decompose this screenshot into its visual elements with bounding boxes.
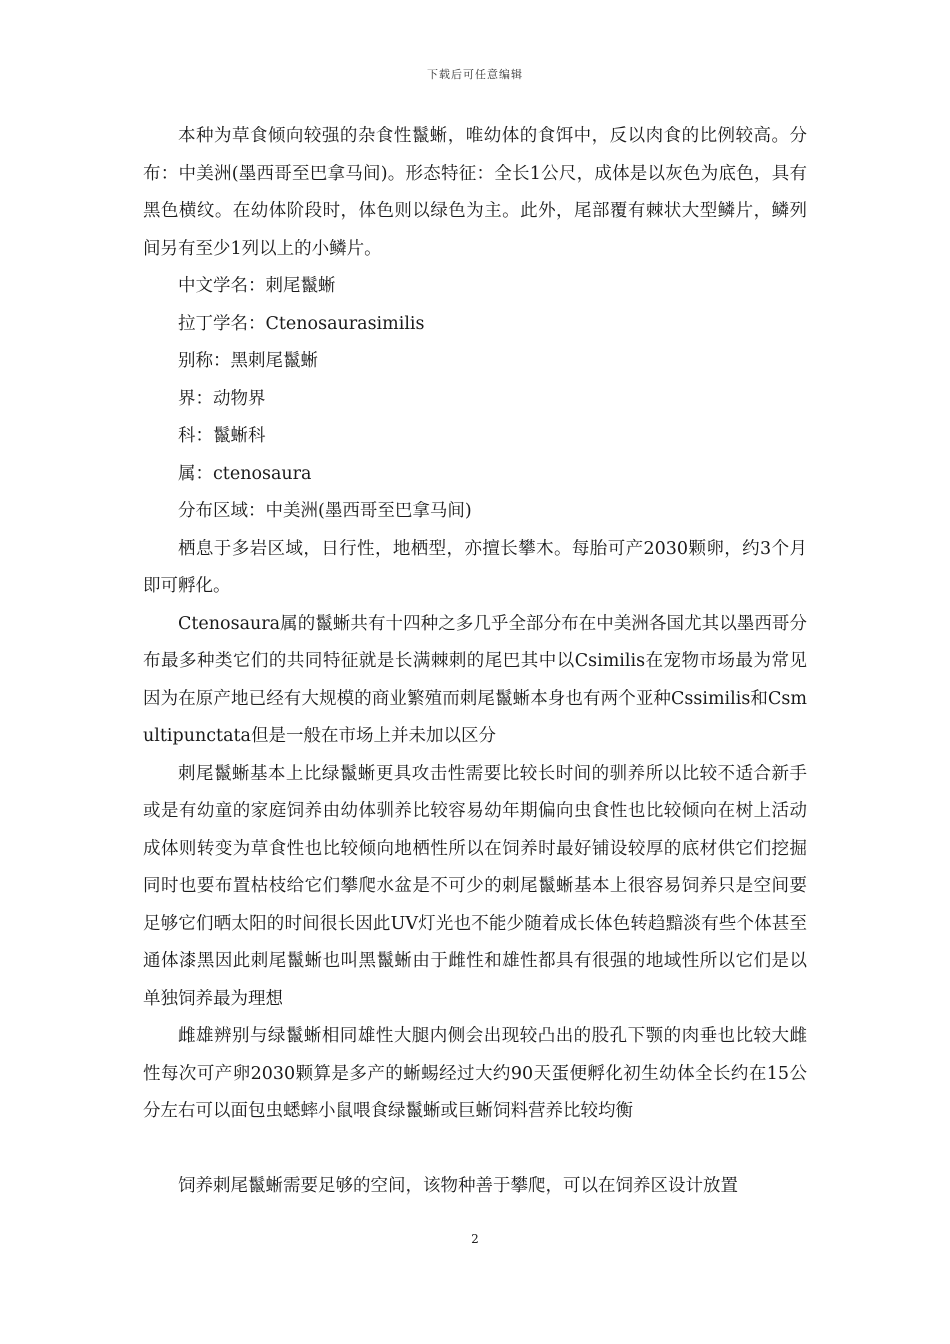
field-genus: 属：ctenosaura: [178, 463, 312, 484]
document-body: [143, 118, 807, 1206]
field-distribution: 分布区域：中美洲(墨西哥至巴拿马间): [178, 501, 472, 521]
field-kingdom: 界：动物界: [178, 388, 266, 409]
page-header: 下载后可任意编辑: [427, 68, 523, 81]
field-latin-name: 拉丁学名：Ctenosaurasimilis: [178, 313, 425, 334]
paragraph-sexing: 雌雄辨别与绿鬣蜥相同雄性大腿内侧会出现较凸出的股孔下颚的肉垂也比较大雌性每次可产卵2030颗算是多产的蜥蜴经过大约90天蛋便孵化初生幼体全长约在15公分左右可以面包虫蟋蟀小鼠喂食绿鬣蜥或巨蜥饲料营养比较均衡: [143, 1026, 807, 1121]
field-alias: 别称：黑刺尾鬣蜥: [178, 351, 318, 371]
paragraph-space: 饲养刺尾鬣蜥需要足够的空间，该物种善于攀爬，可以在饲养区设计放置: [178, 1176, 738, 1196]
paragraph-care: 刺尾鬣蜥基本上比绿鬣蜥更具攻击性需要比较长时间的驯养所以比较不适合新手或是有幼童的家庭饲养由幼体驯养比较容易幼年期偏向虫食性也比较倾向在树上活动成体则转变为草食性也比较倾向地栖性所以在饲养时最好铺设较厚的底材供它们挖掘同时也要布置枯枝给它们攀爬水盆是不可少的刺尾鬣蜥基本上很容易饲养只是空间要足够它们晒太阳的时间很长因此UV灯光也不能少随着成长体色转趋黯淡有些个体甚至通体漆黑因此刺尾鬣蜥也叫黑鬣蜥由于雌性和雄性都具有很强的地域性所以它们是以单独饲养最为理想: [143, 763, 807, 1009]
blank-line: [143, 1131, 807, 1169]
field-chinese-name: 中文学名：刺尾鬣蜥: [178, 276, 336, 296]
field-family: 科：鬣蜥科: [178, 426, 266, 446]
paragraph-genus: Ctenosaura属的鬣蜥共有十四种之多几乎全部分布在中美洲各国尤其以墨西哥分布最多种类它们的共同特征就是长满棘刺的尾巴其中以Csimilis在宠物市场最为常见因为在原产地已经有大规模的商业繁殖而刺尾鬣蜥本身也有两个亚种Cssimilis和Csmultipunctata但是一般在市场上并未加以区分: [143, 613, 807, 746]
paragraph-habitat: 栖息于多岩区域，日行性，地栖型，亦擅长攀木。每胎可产2030颗卵，约3个月即可孵化。: [143, 538, 807, 596]
page-number: 2: [471, 1232, 479, 1246]
paragraph-intro: 本种为草食倾向较强的杂食性鬣蜥，唯幼体的食饵中，反以肉食的比例较高。分布：中美洲(墨西哥至巴拿马间)。形态特征：全长1公尺，成体是以灰色为底色，具有黑色横纹。在幼体阶段时，体色则以绿色为主。此外，尾部覆有棘状大型鳞片，鳞列间另有至少1列以上的小鳞片。: [143, 126, 807, 259]
